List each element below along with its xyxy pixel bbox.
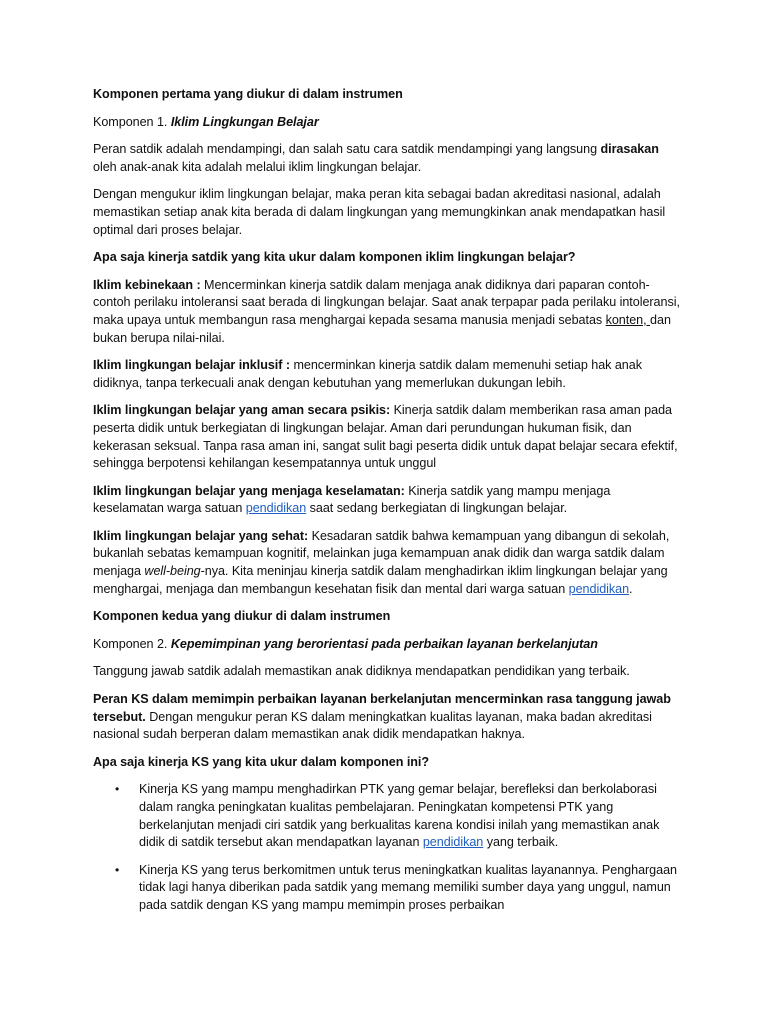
paragraph-text: oleh anak-anak kita adalah melalui iklim lingkungan belajar. bbox=[93, 159, 422, 174]
paragraph-text: Dengan mengukur peran KS dalam meningkatkan kualitas layanan, maka badan akreditasi nasional sudah berperan dalam memastikan anak didik mendapatkan haknya. bbox=[93, 709, 652, 742]
component-1-prefix: Komponen 1. bbox=[93, 114, 168, 129]
bullet-icon: • bbox=[115, 782, 120, 797]
item-text: Kinerja satdik dalam memberikan rasa aman pada peserta didik untuk berkegiatan di lingkungan belajar. Aman dari perundungan hukuman fisik, dan kekerasan seksual. Tanpa rasa aman ini, sangat sulit bagi peserta didik untuk dapat belajar secara efektif, sehingga berpotensi kehilangan kesempatannya untuk unggul bbox=[93, 403, 678, 471]
item-text: Kinerja satdik yang mampu menjaga keselamatan warga satuan bbox=[93, 483, 611, 516]
paragraph-role bbox=[93, 141, 683, 176]
document-body bbox=[93, 86, 683, 925]
component-2-name: Kepemimpinan yang berorientasi pada perbaikan layanan berkelanjutan bbox=[170, 636, 598, 651]
item-text: dan bukan berupa nilai-nilai. bbox=[93, 312, 671, 345]
list-item-text: Kinerja KS yang terus berkomitmen untuk terus meningkatkan kualitas layanannya. Penghargaan tidak lagi hanya diberikan pada satdik yang memang memiliki sumber daya yang unggul, namun pada satdik dengan KS yang mampu memimpin proses perbaikan bbox=[139, 862, 678, 912]
paragraph-measure: Dengan mengukur iklim lingkungan belajar, maka peran kita sebagai badan akreditasi nasional, adalah memastikan setiap anak kita berada di dalam lingkungan yang memungkinkan anak mendapatkan hasil optimal dari proses belajar. bbox=[93, 187, 666, 237]
item-label: Iklim lingkungan belajar yang sehat: bbox=[93, 528, 309, 543]
pendidikan-link[interactable]: pendidikan bbox=[422, 835, 484, 850]
item-kebinekaan bbox=[93, 277, 683, 347]
paragraph-ks-role bbox=[93, 691, 683, 744]
paragraph-text: Peran satdik adalah mendampingi, dan salah satu cara satdik mendampingi yang langsung bbox=[93, 142, 601, 157]
pendidikan-link[interactable]: pendidikan bbox=[568, 581, 630, 596]
bold-text: dirasakan bbox=[600, 142, 659, 157]
item-label: Iklim lingkungan belajar yang menjaga keselamatan: bbox=[93, 483, 405, 498]
item-sehat bbox=[93, 528, 683, 598]
item-aman-psikis bbox=[93, 402, 683, 472]
item-inklusif bbox=[93, 357, 683, 392]
component-2-title bbox=[93, 636, 683, 654]
bullet-icon: • bbox=[115, 862, 120, 877]
item-text: -nya. Kita meninjau kinerja satdik dalam menghadirkan iklim lingkungan belajar yang menghargai, menjaga dan membangun kesehatan fisik dan mental dari warga satuan bbox=[93, 564, 668, 596]
item-text: Mencerminkan kinerja satdik dalam menjaga anak didiknya dari paparan contoh-contoh perilaku intoleransi saat berada di lingkungan belajar. Saat anak terpapar pada perilaku intoleransi, maka upaya untuk membangun rasa menghargai kepada sesama manusia menjadi sebatas bbox=[93, 277, 680, 327]
item-keselamatan bbox=[93, 483, 683, 518]
component-1-name: Iklim Lingkungan Belajar bbox=[170, 114, 319, 129]
item-text: . bbox=[629, 581, 633, 596]
item-text: saat sedang berkegiatan di lingkungan belajar. bbox=[306, 501, 568, 516]
list-item bbox=[93, 781, 683, 851]
item-text: Kesadaran satdik bahwa kemampuan yang dibangun di sekolah, bukanlah sebatas kemampuan kognitif, melainkan juga kemampuan anak didik dan warga satdik dalam menjaga bbox=[93, 528, 670, 579]
question-heading-2: Apa saja kinerja KS yang kita ukur dalam komponen ini? bbox=[93, 754, 430, 769]
underlined-text: konten, bbox=[605, 312, 651, 327]
component-2-prefix: Komponen 2. bbox=[93, 636, 168, 651]
item-label: Iklim lingkungan belajar yang aman secara psikis: bbox=[93, 403, 391, 418]
pendidikan-link[interactable]: pendidikan bbox=[245, 501, 307, 516]
list-item bbox=[93, 862, 683, 915]
item-label: Iklim kebinekaan : bbox=[93, 277, 201, 292]
ks-performance-list bbox=[93, 781, 683, 914]
italic-text: well-being bbox=[144, 564, 201, 579]
item-text: mencerminkan kinerja satdik dalam memenuhi setiap hak anak didiknya, tanpa terkecuali anak dengan kebutuhan yang memerlukan dukungan lebih. bbox=[93, 358, 642, 390]
section-heading-2: Komponen kedua yang diukur di dalam instrumen bbox=[93, 609, 391, 624]
paragraph-responsibility: Tanggung jawab satdik adalah memastikan anak didiknya mendapatkan pendidikan yang terbaik. bbox=[93, 664, 630, 679]
bold-text: Peran KS dalam memimpin perbaikan layanan berkelanjutan mencerminkan rasa tanggung jawab tersebut. bbox=[93, 692, 671, 724]
component-1-title bbox=[93, 114, 683, 132]
item-label: Iklim lingkungan belajar inklusif : bbox=[93, 358, 290, 373]
section-heading-1: Komponen pertama yang diukur di dalam instrumen bbox=[93, 87, 403, 101]
list-item-text: yang terbaik. bbox=[483, 835, 559, 850]
question-heading-1: Apa saja kinerja satdik yang kita ukur dalam komponen iklim lingkungan belajar? bbox=[93, 250, 576, 265]
list-item-text: Kinerja KS yang mampu menghadirkan PTK yang gemar belajar, berefleksi dan berkolaborasi dalam rangka peningkatan kualitas pembelajaran. Peningkatan kompetensi PTK yang berkelanjutan menjadi ciri satdik yang berkualitas karena kondisi inilah yang memastikan anak didik di satdik tersebut akan mendapatkan layanan bbox=[139, 782, 660, 850]
